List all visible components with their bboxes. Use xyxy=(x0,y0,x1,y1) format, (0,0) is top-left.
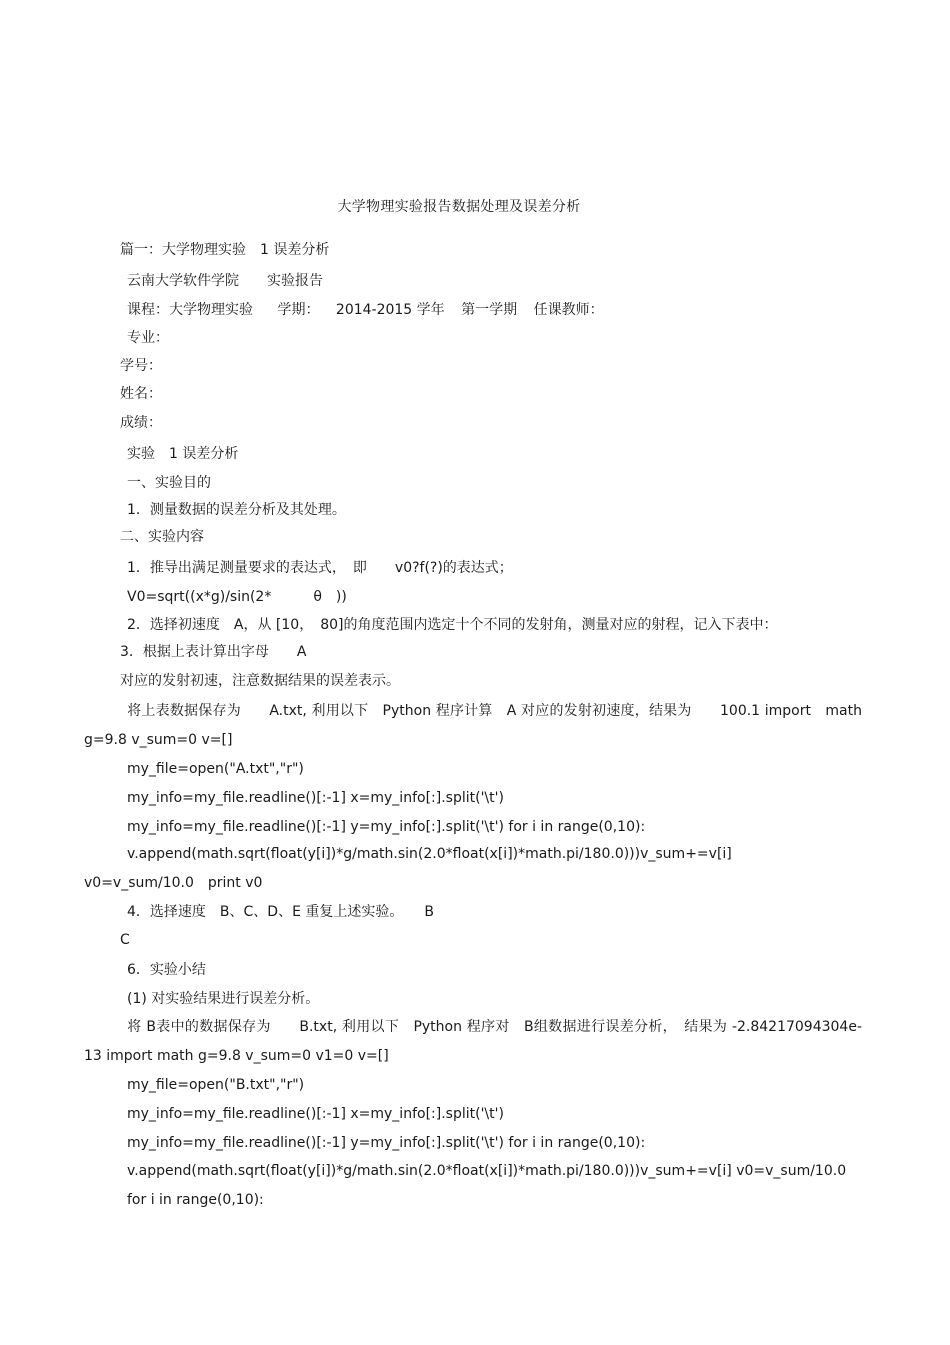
code-b-line-4: v.append(math.sqrt(float(y[i])*g/math.sin(2.0*float(x[i])*math.pi/180.0)))v_sum+=v[i] v0=v_sum/10.0 xyxy=(127,1163,847,1179)
code-a-line-3: my_info=my_file.readline()[:-1] y=my_info[:].split('\t') for i in range(0,10): xyxy=(127,819,646,835)
student-id-label: 学号： xyxy=(120,358,162,374)
content-item-3: 3．根据上表计算出字母 A xyxy=(120,644,307,660)
score-label: 成绩： xyxy=(120,415,162,431)
code-a-line-4 xyxy=(84,840,862,898)
content-item-4-cont: C xyxy=(120,932,130,948)
summary-item-1: (1) 对实验结果进行误差分析。 xyxy=(127,991,320,1007)
section-purpose-heading: 一、实验目的 xyxy=(127,475,211,491)
code-a-line-4-text: v.append(math.sqrt(float(y[i])*g/math.sin(2.0*float(x[i])*math.pi/180.0)))v_sum+=v[i] v0=v_sum/10.0 print v0 xyxy=(84,846,774,891)
content-item-4: 4．选择速度 B、C、D、E 重复上述实验。 B xyxy=(127,904,434,920)
code-a-line-2: my_info=my_file.readline()[:-1] x=my_info[:].split('\t') xyxy=(127,790,504,806)
teacher-label: 任课教师： xyxy=(533,302,604,318)
code-b-line-5: for i in range(0,10): xyxy=(127,1192,264,1208)
experiment-title: 实验 1 误差分析 xyxy=(127,446,239,462)
semester-value: 第一学期 xyxy=(461,302,518,318)
formula-line: V0=sqrt((x*g)/sin(2* θ )) xyxy=(127,589,347,605)
program-a-paragraph xyxy=(84,697,862,755)
major-label: 专业： xyxy=(127,330,169,346)
school-line: 云南大学软件学院 实验报告 xyxy=(127,273,323,289)
course-line xyxy=(127,301,604,319)
code-b-line-1: my_file=open("B.txt","r") xyxy=(127,1077,305,1093)
content-item-1: 1．推导出满足测量要求的表达式， 即 v0?f(?)的表达式； xyxy=(127,560,513,576)
content-item-2: 2．选择初速度 A，从 [10， 80]的角度范围内选定十个不同的发射角，测量对应的射程，记入下表中： xyxy=(127,617,778,633)
term-value: 2014-2015 学年 xyxy=(335,302,445,318)
document-title: 大学物理实验报告数据处理及误差分析 xyxy=(337,199,581,215)
name-label: 姓名： xyxy=(120,386,162,402)
course-label: 课程：大学物理实验 xyxy=(127,302,253,318)
content-item-3-cont: 对应的发射初速，注意数据结果的误差表示。 xyxy=(120,673,400,689)
section-content-heading: 二、实验内容 xyxy=(120,529,204,545)
part-heading: 篇一：大学物理实验 1 误差分析 xyxy=(120,242,330,258)
program-a-text: 将上表数据保存为 A.txt, 利用以下 Python 程序计算 A 对应的发射初速度，结果为 100.1 import math g=9.8 v_sum=0 v=[] xyxy=(84,703,862,748)
code-b-line-3: my_info=my_file.readline()[:-1] y=my_info[:].split('\t') for i in range(0,10): xyxy=(127,1135,646,1151)
program-b-text: 将 B表中的数据保存为 B.txt, 利用以下 Python 程序对 B组数据进行误差分析， 结果为 -2.84217094304e-13 import math g=9.8 v_sum=0 v1=0 v=[] xyxy=(84,1019,862,1064)
code-b-line-2: my_info=my_file.readline()[:-1] x=my_info[:].split('\t') xyxy=(127,1106,504,1122)
term-label: 学期： xyxy=(277,302,320,318)
purpose-item-1: 1．测量数据的误差分析及其处理。 xyxy=(127,502,346,518)
program-b-paragraph xyxy=(84,1013,862,1071)
code-a-line-1: my_file=open("A.txt","r") xyxy=(127,761,304,777)
summary-heading: 6．实验小结 xyxy=(127,962,206,978)
